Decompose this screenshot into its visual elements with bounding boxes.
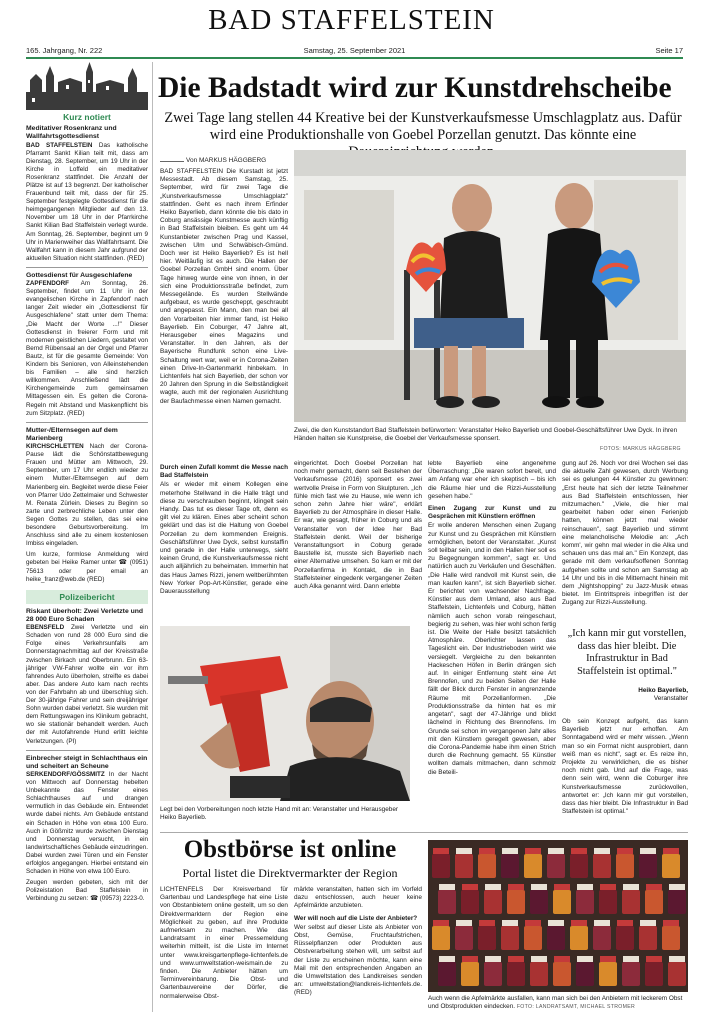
jar-lid bbox=[502, 848, 518, 854]
brief-title: Gottesdienst für Ausgeschlafene bbox=[26, 271, 133, 279]
jam-jar bbox=[570, 854, 588, 878]
jam-jar bbox=[507, 962, 525, 986]
jam-jar bbox=[616, 926, 634, 950]
jam-jar bbox=[530, 962, 548, 986]
article-headline: Die Badstadt wird zur Kunstdrehscheibe bbox=[158, 72, 672, 104]
jar-lid bbox=[594, 920, 610, 926]
jar-lid bbox=[577, 884, 593, 890]
jar-lid bbox=[554, 884, 570, 890]
jam-jar bbox=[662, 926, 680, 950]
divider bbox=[26, 267, 148, 268]
jar-lid bbox=[594, 848, 610, 854]
jar-lid bbox=[531, 956, 547, 962]
jar-lid bbox=[433, 848, 449, 854]
jar-lid bbox=[531, 884, 547, 890]
photo-illustration bbox=[160, 626, 410, 801]
jam-jar bbox=[622, 962, 640, 986]
masthead: BAD STAFFELSTEIN bbox=[208, 4, 495, 36]
jar-lid bbox=[485, 956, 501, 962]
jar-lid bbox=[502, 920, 518, 926]
jam-jar bbox=[645, 962, 663, 986]
jar-lid bbox=[456, 848, 472, 854]
jar-lid bbox=[669, 884, 685, 890]
jam-jar bbox=[639, 854, 657, 878]
photo-caption: Legt bei den Vorbereitungen noch letzte Hand mit an: Veranstalter und Herausgeber Heiko Bayerlieb. bbox=[160, 806, 399, 822]
jam-jar bbox=[455, 926, 473, 950]
jam-jar bbox=[461, 890, 479, 914]
jam-jar bbox=[599, 890, 617, 914]
jar-lid bbox=[623, 956, 639, 962]
jam-jar bbox=[478, 854, 496, 878]
brief-title: Einbrecher steigt in Schlachthaus ein und scheitert an Scheune bbox=[26, 754, 148, 770]
jam-jar bbox=[639, 926, 657, 950]
photo-caption: Zwei, die den Kunststandort Bad Staffelstein befürworten: Veranstalter Heiko Bayerlieb und Goebel-Geschäftsführer Uwe Dyck. In ihren Händen halten sie Kunstpreise, die Goebel der Verkaufsmesse sponsert. bbox=[294, 427, 678, 443]
brief-body: EBENSFELD Zwei Verletzte und ein Schaden von rund 28 000 Euro sind die Folge eines Verkehrsunfalls am Donnerstagnachmittag auf der Kreisstraße zwischen Birkach und Oberbrunn. Ein 63-jähriger VW-Fahrer wollte ein vor ihm fahrendes Auto überholen, streifte es dabei aber. Das andere Auto kam nach rechts von der Fahrbahn ab und überschlug sich. Der 30-jährige Fahrer und sein dreijähriger Sohn wurden dabei verletzt. Sie wurden mit dem Rettungswagen ins Klinikum gebracht, wo sie stationär behandelt werden. Auch der mit Autofahrende Hund erlitt leichte Verletzungen. (PI) bbox=[26, 624, 148, 745]
photo-two-men-with-art-prizes bbox=[294, 150, 686, 422]
jam-jar bbox=[524, 926, 542, 950]
jam-jar bbox=[484, 890, 502, 914]
jar-lid bbox=[600, 956, 616, 962]
jam-jar bbox=[438, 890, 456, 914]
article-column-3: lebte Bayerlieb eine angenehme Überraschung: „Die waren sofort bereit, und am Anfang war eher ich skeptisch – bis ich die Räume hier und die Rizzi-Ausstellung gesehen habe." Einen Zugang zur Kunst und zu Gesprächen mit Künstlern eröffnen Er wolle anderen Menschen einen Zugang zur Kunst und zu Gesprächen mit Künstlern ermöglichen, betont der Veranstalter. „Kunst soll teilbar sein, und in den Hallen hier soll es zu Begegnungen kommen", sagt er. Und natürlich auch zu Verkäufen und Geschäften. „Die Halle wird randvoll mit Kunst sein, die man kaufen kann", ist sich Bayerlieb sicher. Er berichtet von wachsender Nachfrage. Künstler aus dem Umland, also aus Bad Staffelstein, Lichtenfels und Coburg, hätten nämlich auch schon vorab reingeschaut, begierig zu sehen, was hier wohl schon fertig ist. Die Weite der Halle besitzt tatsächlich Atmosphäre. Oberlichter lassen das Tageslicht ein. Der Industrieboden wirkt wie versiegelt. Vergleiche zu den bekannten Hackeschen Höfen in Berlin drängen sich auf. In einiger Entfernung steht eine Art Brennofen, und zu beiden Seiten der Halle fällt der Blick durch Fenster in angrenzende Räume mit Porzellanformen. „Die Produktionsstraße da hinten hat es mir angetan", sagt der 47-Jährige und blickt lächelnd in Richtung des Brennofens. Im Grunde sei schon im vergangenen Jahr alles mit den Künstlern geregelt gewesen, aber die Corona-Pandemie habe ihm einen Strich durch die Rechnung gemacht. 55 Künstler wollten damals mitmachen, dann schmolz die Beteili- bbox=[428, 460, 556, 776]
photo-illustration bbox=[428, 840, 688, 992]
jar-lid bbox=[663, 920, 679, 926]
subheading: Einen Zugang zur Kunst und zu Gesprächen mit Künstlern eröffnen bbox=[428, 505, 556, 521]
column-rule bbox=[152, 62, 153, 1012]
article-column-1: BAD STAFFELSTEIN Die Kurstadt ist jetzt Messestadt. Ab diesem Samstag, 25. September, wird für zwei Tage die „Kunstverkaufsmesse Umschlagplatz" stattfinden. Geht es nach ihrem Erfinder Heiko Bayerlieb, dann könnte die bis dato in Coburg ansässige Kunstmesse auch künftig in Bad Staffelstein bleiben. Es geht um 44 Kunstanbieter zwischen Prag und Kassel, zwischen Ulm und Schwäbisch-Gmünd. Doch wer ist Heiko Bayerlieb? Es ist hell hier. Weitläufig ist es auch. Die Hallen der Goebel Porzellan GmbH sind enorm. Über Tage hinweg wurde eine von ihnen, in der sich eine Produktionsstraße befindet, zum Messegelände. Es wurden Stellwände aufgebaut, es wurde gescheppt, geschraubt und angepasst. Ein Mann, den man bei all den Vorarbeiten hier immer fand, ist Heiko Bayerlieb. Ein Coburger, 47 Jahre alt, Herausgeber eines Magazins und Veranstalter. In den Jahren, als der Bayerische Rundfunk schon eine Live-Schaltung wert war, weil er in Corona-Zeiten einen Drive-In-Gartenmarkt hinbekam. In Lichtenfels hat sich Bayerlieb, der schon vor 20 Jahren den Sprung in die Selbständigkeit wagte, auch mit der regionalen Ausrichtung der Baufachmesse einen Namen gemacht. bbox=[160, 168, 288, 405]
jam-jar bbox=[553, 962, 571, 986]
jam-jar bbox=[576, 962, 594, 986]
jar-lid bbox=[669, 956, 685, 962]
jar-lid bbox=[548, 920, 564, 926]
jam-jar bbox=[461, 962, 479, 986]
header-rule bbox=[26, 57, 683, 59]
article-column-1b: Durch einen Zufall kommt die Messe nach Bad Staffelstein Als er wieder mit einem Kollegen eine meterhohe Stellwand in die Halle trägt und diese zu verschrauben beginnt, klingelt sein Handy. Das tut es dieser Tage oft, denn es gilt viel zu klären. Eines aber scheint schon geklärt und das ist die Haltung von Goebel Porzellan zu dem kommenden Ereignis. Geschäftsführer Uwe Dyck, selbst kunstaffin und gerade in der Halle unterwegs, sieht keinen Grund, die Kunstverkaufsmesse nicht auch alljährlich zu beheimaten. Immerhin hat das Haus James Rizzi, jenem weltberühmten New Yorker Pop-Art-Künstler, gerade eine Dauerausstellung bbox=[160, 464, 288, 596]
jar-lid bbox=[508, 956, 524, 962]
subheading: Wer will noch auf die Liste der Anbieter? bbox=[294, 914, 418, 922]
brief-body: ZAPFENDORF Am Sonntag, 26. September, findet um 11 Uhr in der evangelischen Kirche in Zapfendorf nach langer Zeit wieder ein „Gottesdienst für Ausgeschlafene" statt unter dem Thema: „Die Macht der Worte ...!" Dieser Gottesdienst in freierer Form und mit modernen geistlichen Liedern, gestaltet von Bernd Rübensaal an der Orgel und Pfarrer Bautz, ist für die gesamte Gemeinde: Von Kindern bis Senioren, von Alleinstehenden bis Familien – alle sind herzlich willkommen. Anschließend lädt die Kirchengemeinde zum gemeinsamen Mittagessen ein. Es gelten die Corona-Regeln mit Abstand und Maskenpflicht bis zum Sitzplatz. (RED) bbox=[26, 280, 148, 417]
jar-lid bbox=[646, 884, 662, 890]
brief-title: Mutter-/Elternsegen auf dem Marienberg bbox=[26, 426, 118, 442]
article-dek: Zwei Tage lang stellen 44 Kreative bei der Kunstverkaufsmesse Umschlagplatz aus. Dafür wird eine Produktionshalle von Goebel Porzellan genutzt. Das könnte eine bbox=[164, 110, 682, 143]
obst-column-2: märkte veranstalten, hatten sich im Vorfeld dazu entschlossen, auch heuer keine Apfelmärkte anzubieten. Wer will noch auf die Liste der Anbieter? Wer selbst auf dieser Liste als Anbieter von Obst, Gemüse, Fruchtaufstrichen, Rüsselpflanzen oder Produkten aus Obstverarbeitung stehen will, um selbst auf der Liste zu erscheinen möchte, kann eine Mail mit den entsprechenden Angaben an die Umweltstation des Landkreises senden an: umweltstation@landkreis-lichtenfels.de. (RED) bbox=[294, 886, 422, 997]
section-title-kurz-notiert: Kurz notiert bbox=[63, 112, 111, 122]
jam-jar bbox=[438, 962, 456, 986]
jam-jar bbox=[432, 926, 450, 950]
brief-title: Meditativer Rosenkranz und Wallfahrtsgottesdienst bbox=[26, 125, 117, 141]
jam-jar bbox=[478, 926, 496, 950]
article-column-4: gung auf 26. Noch vor drei Wochen sei das die aktuelle Zahl gewesen, durch Werbung sei es gelungen 44 Künstler zu gewinnen: „Erst heute hat sich der letzte Teilnehmer aus Bad Staffelstein entschlossen, hier mitzumachen." „Viele, die hier mal gearbeitet haben oder einen Ferienjob hatten, können jetzt mal wieder reinschauen", sagt Bayerlieb und stimmt eine melancholische Melodie an: „Ach komm', wir gehn mal wieder in die Alka und schauen uns das mal an." Ein Konzept, das gerade mit dem verkaufsoffenen Sonntag aufgehen sollte und schon am Samstag ab 14 Uhr und bis in die Mitternacht hinein mit dem „Nightshopping" zu Jazz-Musik etwas bietet. Im Eintrittspreis inbegriffen ist der Zugang zur Rizzi-Ausstellung. bbox=[562, 460, 688, 607]
byline: Von MARKUS HÄGGBERG bbox=[186, 157, 267, 164]
photo-illustration bbox=[294, 150, 686, 422]
jam-jar bbox=[547, 854, 565, 878]
jar-lid bbox=[462, 956, 478, 962]
town-skyline-icon bbox=[26, 62, 148, 110]
issue-number: 165. Jahrgang, Nr. 222 bbox=[26, 46, 103, 55]
sidebar bbox=[26, 62, 148, 1012]
section-title-polizeibericht: Polizeibericht bbox=[26, 590, 148, 604]
jam-jar bbox=[501, 854, 519, 878]
jam-jar bbox=[432, 854, 450, 878]
jam-jar bbox=[524, 854, 542, 878]
jar-lid bbox=[456, 920, 472, 926]
jar-lid bbox=[617, 920, 633, 926]
brief-note: Um kurze, formlose Anmeldung wird gebeten bei Heike Ramer unter ☎ (0951) 75613 oder per email an heike_franz@web.de (RED) bbox=[26, 551, 148, 583]
page-number: Seite 17 bbox=[655, 46, 683, 55]
jam-jar bbox=[662, 854, 680, 878]
jam-jar bbox=[593, 926, 611, 950]
jar-lid bbox=[577, 956, 593, 962]
jam-jar bbox=[616, 854, 634, 878]
jar-lid bbox=[571, 848, 587, 854]
jar-lid bbox=[640, 848, 656, 854]
brief-body: BAD STAFFELSTEIN Das katholische Pfarramt Sankt Kilian teilt mit, dass am Dienstag, 28. September, um 19 Uhr in der Kirche in Loffeld ein meditativer Rosenkranz stattfindet. Die Anzahl der Plätze ist auf 13 begrenzt. Der katholischer Frauenbund teilt mit, dass der für 25. September festgelegte Gottesdienst für die heimgegangenen Mitglieder auf den 13. November um 18 Uhr in der Pfarrkirche Sankt Kilian Bad Staffelstein verlegt wurde. Am Sonntag, 26. September, beginnt um 9 Uhr in Marienweiher das Wallfahrtsamt. Die Wallfahrt kann in diesem Jahr aufgrund der aktuellen Situation nicht stattfinden. (RED) bbox=[26, 141, 148, 262]
brief-body: KIRCHSCHLETTEN Nach der Corona-Pause lädt die Schönstattbewegung Frauen und Mütter am Mittwoch, 29. September, um 17 Uhr endlich wieder zu einem Mutter-/Elternsegen auf dem Marienberg ein. Begleitet werde diese Feier von Pfarrer Udo Zettelmaier und Schwester M. Renata Zürlein. Dieses zu Beginn so zarte und zerbrechliche Leben unter den Segen Gottes zu stellen, das sei eine besondere Geburtsvorbereitung. Im Anschluss sind alle zu einem kostenlosen Imbiss eingeladen. bbox=[26, 443, 148, 548]
brief-note: Zeugen werden gebeten, sich mit der Polizeistation Bad Staffelstein in Verbindung zu setzen: ☎ (09573) 2223-0. bbox=[26, 879, 148, 903]
jar-lid bbox=[663, 848, 679, 854]
pull-quote: „Ich kann mir gut vorstellen, dass das hier bleibt. Die Infrastruktur in Bad Staffelstein ist optimal." bbox=[567, 628, 687, 677]
jam-jar bbox=[530, 890, 548, 914]
jam-jar bbox=[593, 854, 611, 878]
jam-jar bbox=[547, 926, 565, 950]
jar-lid bbox=[525, 848, 541, 854]
jar-lid bbox=[433, 920, 449, 926]
issue-date: Samstag, 25. September 2021 bbox=[303, 46, 406, 55]
jam-jar bbox=[622, 890, 640, 914]
jar-lid bbox=[600, 884, 616, 890]
jam-jar bbox=[501, 926, 519, 950]
article-column-2: eingerichtet. Doch Goebel Porzellan hat noch mehr gemacht, denn seit Bestehen der Verkaufsmesse (2016) sponsert es zwei wertvolle Preise in Form von Skulpturen. „Ich fühle mich fast wie zu Hause, wie wenn ich schon zehn Jahre hier wäre", erklärt Bayerlieb zu der Atmosphäre in dieser Halle. Er war, wie gesagt, früher in Coburg und als Veranstalter von der Idee her Bad Staffelstein denkt. Weil der bisherige Veranstaltungsort in Coburg gerade Baustelle ist, musste sich Bayerlieb nach einer Alternative umsehen. So kam er mit der Porzellanfirma in Kontakt, die in Bad Staffelsteiner eingedenk vergangener Zeiten auch Alka genannt wird. Dann erlebte bbox=[294, 460, 422, 591]
jam-jar bbox=[553, 890, 571, 914]
divider bbox=[26, 422, 148, 423]
photo-jam-jars bbox=[428, 840, 688, 992]
subheading: Durch einen Zufall kommt die Messe nach Bad Staffelstein bbox=[160, 464, 288, 480]
obst-dek: Portal listet die Direktvermarkter der Region bbox=[182, 866, 398, 880]
jar-lid bbox=[640, 920, 656, 926]
jam-jar bbox=[645, 890, 663, 914]
jar-lid bbox=[485, 884, 501, 890]
byline-rule bbox=[160, 161, 184, 162]
jam-jar bbox=[507, 890, 525, 914]
jar-lid bbox=[462, 884, 478, 890]
jar-lid bbox=[525, 920, 541, 926]
jam-jar bbox=[599, 962, 617, 986]
obst-headline: Obstbörse ist online bbox=[183, 836, 397, 863]
photo-credit: FOTO: LANDRATSAMT, MICHAEL STROMER bbox=[516, 1004, 636, 1011]
pull-quote-source: Heiko Bayerlieb, Veranstalter bbox=[638, 687, 688, 702]
jar-lid bbox=[479, 920, 495, 926]
jar-lid bbox=[554, 956, 570, 962]
jar-lid bbox=[439, 884, 455, 890]
jam-jar bbox=[484, 962, 502, 986]
jar-lid bbox=[571, 920, 587, 926]
obst-column-1: LICHTENFELS Der Kreisverband für Gartenbau und Landespflege hat eine Liste von Obstanbietern online gestellt, um so den Direktvermarktern der Region eine Möglichkeit zu geben, auf ihre Produkte aufmerksam zu machen. Wie das Landratsamt in einer Pressemeldung weiterhin mitteilt, ist die Liste im Internet unter www.kreisgartenpflege-lichtenfels.de und www.umweltstation-weismain.de zu finden. Die Anbieter hätten um Terminvereinbarung. Die Obst- und Gartenbauvereine der Dörfer, die normalerweise Obst- bbox=[160, 886, 288, 1000]
jam-jar bbox=[668, 890, 686, 914]
jar-lid bbox=[617, 848, 633, 854]
photo-credit: FOTOS: MARKUS HÄGGBERG bbox=[600, 446, 681, 452]
photo-caption: Auch wenn die Apfelmärkte ausfallen, kann man sich bei den Anbietern mit leckerem Obst und Obstprodukten eindecken. FOTO: LANDRATSAMT, MICHAEL STROMER bbox=[428, 995, 683, 1011]
jam-jar bbox=[668, 962, 686, 986]
jar-lid bbox=[479, 848, 495, 854]
brief-body: SERKENDORF/GÖSSMITZ In der Nacht von Mittwoch auf Donnerstag hebelten Unbekannte das Fenster eines Schlachthauses auf und drangen vermutlich in das Gebäude ein. Entwendet wurde dabei nichts. Am Gebäude entstand ein Schaden in Höhe von etwa 100 Euro. Auch in Gößmitz wurde zwischen Dienstag und Donnerstag versucht, in ein landwirtschaftliches Gebäude einzudringen. Dabei wurden zwei Türen und ein Fenster erfolglos angegangen. Hierbei entstand ein Schaden in Höhe von etwa 100 Euro. bbox=[26, 771, 148, 876]
jam-jar bbox=[455, 854, 473, 878]
jar-lid bbox=[439, 956, 455, 962]
jar-lid bbox=[623, 884, 639, 890]
jar-lid bbox=[646, 956, 662, 962]
article-column-4b: Ob sein Konzept aufgeht, das kann Bayerlieb jetzt nur erhoffen. Am Sonntagabend wird er mehr wissen. „Wenn man so ein Format nicht ausprobiert, dann weiß man es nicht", sagt er. Es reize ihn, Projekte zu verwirklichen, die es bisher noch nicht gab. Und auf die Frage, was denn sein wird, wenn die Coburger ihre Kunstverkaufsmesse zurückwollen, antwortet er: „Ich kann mir gut vorstellen, dass das hier bleibt. Die Infrastruktur in Bad Staffelstein ist optimal." bbox=[562, 718, 688, 816]
jam-jar bbox=[576, 890, 594, 914]
jar-lid bbox=[548, 848, 564, 854]
jar-lid bbox=[508, 884, 524, 890]
divider bbox=[26, 750, 148, 751]
brief-title: Riskant überholt: Zwei Verletzte und 28 000 Euro Schaden bbox=[26, 607, 144, 623]
jam-jar bbox=[570, 926, 588, 950]
section-rule bbox=[160, 832, 688, 833]
photo-man-with-drill bbox=[160, 626, 410, 801]
